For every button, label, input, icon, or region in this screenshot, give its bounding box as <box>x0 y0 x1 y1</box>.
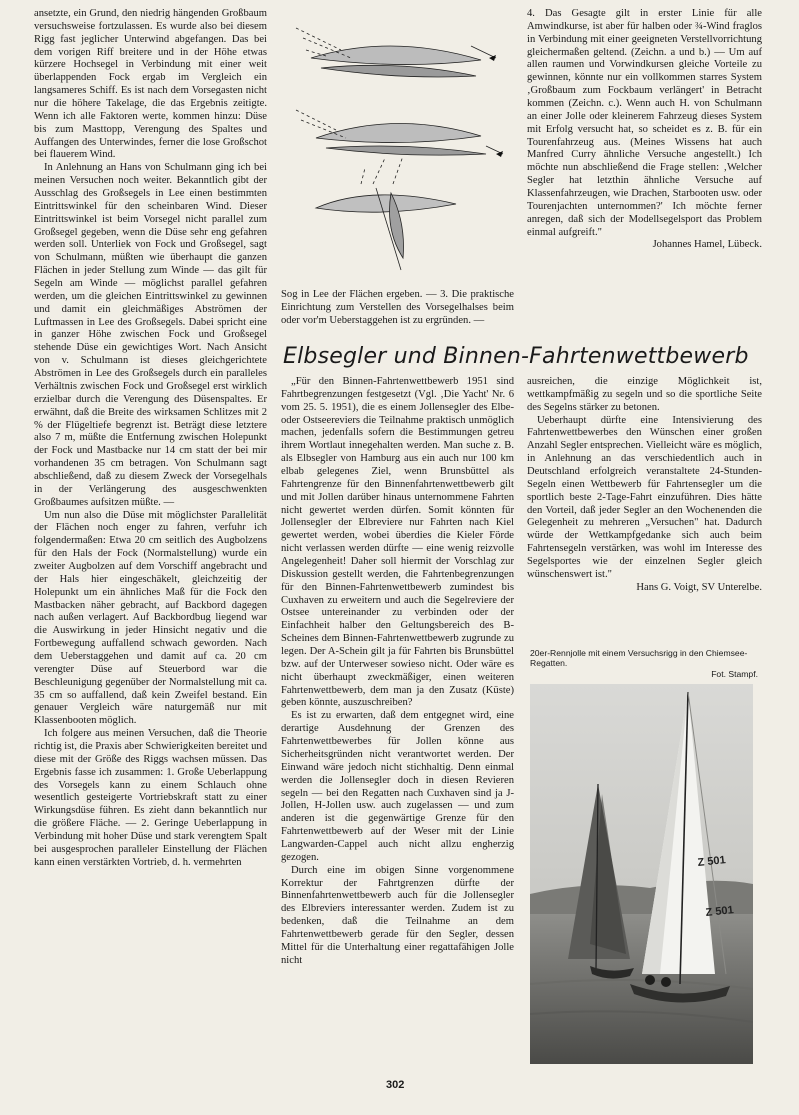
paragraph: In Anlehnung an Hans von Schulmann ging ich bei meinen Versuchen noch weiter. Bekanntlich gibt der Ausschlag des Großsegels in Lee einen bestimmten Eintrittswinkel für den scheinbaren Wind. Dieser Eintrittswinkel ist beim Vorsegel nicht parallel zum Großsegel gegeben, wenn die Düse sehr eng gefahren werden soll. Unterliek von Fock und Großsegel, sagt von Schulmann, müßten wie überhaupt die ganzen Flächen in jeder Stellung zum Winde — das gilt für Segeln am Winde — möglichst parallel gefahren werden, um die gleichen Eintrittswinkel zu gewinnen und damit ein gleichmäßiges Abströmen der Luftmassen in Lee des Großsegels. Dabei spricht eine in ganzer Höhe zwischen Fock und Großsegel stehende Düse ein gewichtiges Wort. Nach Ansicht von v. Schulmann ist dieses gleichgerichtete Abströmen in Lee des Großsegels durch ein paralleles Verhältnis zwischen Fock und Großsegel erst wirklich erzielbar durch die Verengung des Düsenspaltes. Er erwähnt, daß die Breite des wirksamen Schlitzes mit 2 % der Flügeltiefe begrenzt ist. Beträgt diese letztere also 7 m, müßte die Entfernung zwischen Holepunkt der Fock und Mastbacke nur 14 cm statt der bei mir vorhandenen 35 cm betragen. Von Schulmann sagt abschließend, daß zu diesem Zweck der Vorsegelhals in der Verlängerung des ausgeschwenkten Großbaumes aufsitzen müßte. — <box>34 162 267 508</box>
paragraph: Ich folgere aus meinen Versuchen, daß die Theorie richtig ist, die Praxis aber Schwierigkeiten bereitet und diese mit der Größe des Riggs wachsen müssen. Das Ergebnis fasse ich zusammen: 1. Große Ueberlappung des Vorsegels kann zu einem Schlauch ohne wesentlich gesteigerte Vortriebskraft statt zu einer Wirkungsdüse führen. Es zieht dann bekanntlich nur die größere Fläche. — 2. Geringe Ueberlappung in Verbindung mit hoher Düse und stark verengtem Spalt bei ausgesprochen paralleler Einstellung der Flächen kann einen verstärkten Vortrieb, d. h. vermehrten <box>34 728 267 868</box>
article-column-2 <box>527 376 762 595</box>
caption-text: 20er-Rennjolle mit einem Versuchsrigg in den Chiemsee-Regatten. <box>530 648 748 669</box>
paragraph: Ueberhaupt dürfte eine Intensivierung des Fahrtenwettbewerbes den Wünschen einer großen Anzahl Segler entsprechen. Vielleicht wäre es möglich, in Anlehnung an das verschiedentlich auch in Deutschland erfolgreich veranstaltete 24-Stunden-Segeln einen Wettbewerb für Fahrtensegler um die sportlich beste 2-Tage-Fahrt einzuführen. Dies hätte den Vorteil, daß jeder Segler an den Wochenenden die Gelegenheit zu mehreren „Versuchen" hat. Dadurch würde der Wettkampfgedanke sich auch beim Fahrtensegeln verstärken, was wohl im Interesse des Segelsportes wie der einzelnen Segler gleich wünschenswert ist." <box>527 414 762 580</box>
sailboat-photo <box>530 684 753 1064</box>
paragraph: Es ist zu erwarten, daß dem entgegnet wird, eine derartige Ausdehnung der Grenzen des Fahrtenwettbewerbes für Jollen könne aus Sicherheitsgründen nicht verantwortet werden. Der Einwand wäre jedoch nicht stichhaltig. Denn einmal werden die Jollensegler doch in diesen Revieren segeln — bei den Regatten nach Cuxhaven sind ja J-Jollen, H-Jollen usw. auch zugelassen — und zum anderen ist die gegenwärtige Grenze für den Fahrtenwettbewerb auf der Weser mit der Linie Langwarden-Cappel auch nicht allzu engherzig gezogen. <box>281 710 514 863</box>
photo-caption <box>530 648 758 679</box>
sail-number: Z 501 <box>705 904 735 919</box>
author-signature: Hans G. Voigt, SV Unterelbe. <box>636 581 762 593</box>
figure-text <box>281 289 514 328</box>
page-number: 302 <box>386 1079 405 1091</box>
sail-number: Z 501 <box>697 854 727 869</box>
paragraph: ausreichen, die einzige Möglichkeit ist, wettkampfmäßig zu segeln und so die sportliche Seite des Segelns stärker zu betonen. <box>527 376 762 413</box>
column-1 <box>34 8 267 870</box>
paragraph: Um nun also die Düse mit möglichster Parallelität der Flächen noch enger zu fahren, verfuhr ich folgendermaßen: Etwa 20 cm seitlich des Augbolzens für den Hals der Fock (Normalstellung) wurde ein zweiter Augbolzen auf dem Vorschiff angebracht und der Hals hier eingeschäkelt, gleichzeitig der Holepunkt um ein ähnliches Maß für die Fock den Mastbacken näher gebracht, auf Backbord dagegen nach außen verlagert. Auf Backbordbug liegend war die Auswirkung in jeder Hinsicht negativ und die Fortbewegung auffallend schwach geworden. Nach dem Ueberstaggehen und damit auf ca. 20 cm verengter Düse auf Steuerbord war die Beschleunigung gegenüber der Normalstellung mit ca. 35 cm so auffallend, daß kein Zweifel bestand. Ein genauer Vergleich wäre naturgemäß nur mit Klassenbooten möglich. <box>34 509 267 727</box>
author-signature: Johannes Hamel, Lübeck. <box>652 239 762 251</box>
paragraph: „Für den Binnen-Fahrtenwettbewerb 1951 sind Fahrtbegrenzungen festgesetzt (Vgl. ‚Die Yacht' Nr. 6 vom 25. 5. 1951), die es einem Jollensegler des Elbe- oder Ostseereviers die Teilnahme praktisch unmöglich machen, jedenfalls sofern die Bestimmungen getreu ihrem Wortlaut innegehalten werden. Man suche z. B. als Elbsegler von Hamburg aus ein auch nur 100 km elbab gelegenes Ziel, wenn Brunsbüttel als Fahrtengrenze für den Binnenfahrtenwettbewerb gilt und mit Jollen darüber hinaus unternommene Fahrten nicht gewertet werden dürfen. Somit könnten für Jollensegler der Elbreviere nur Fahrten nach Kiel gewertet werden, wobei überdies die Kieler Förde nicht verlassen werden dürfte — eine wenig reizvolle Angelegenheit! Daher soll hiermit der Vorschlag zur Diskussion gestellt werden, die Fahrtenbegrenzungen für den Binnen-Fahrtenwettbewerb zumindest bis Cuxhaven zu erweitern und auch die Segelreviere der Ostsee untereinander zu verbinden oder der Einfachheit halber den Geltungsbereich des B-Scheines dem Binnen-Fahrtenwettbewerb zugrunde zu legen. Der A-Schein gilt ja für Fahrten bis Brunsbüttel bzw. auf der Unterweser sowieso nicht. Oder wäre es nicht überhaupt zweckmäßiger, einen weiteren Fahrtenwettbewerb, dem man ja den Zusatz (Küste) geben könnte, auszuschreiben? <box>281 376 514 709</box>
paragraph: Durch eine im obigen Sinne vorgenommene Korrektur der Fahrtgrenzen dürfte der Binnenfahrtenwettbewerb auch für die Jollensegler des Elbreviers interessanter werden. Zudem ist zu bedenken, daß die Teilnahme an dem Fahrtenwettbewerb gerade für den Segler, dessen Mittel für die Unterhaltung einer regattafähigen Jolle nicht <box>281 864 514 966</box>
article-headline: Elbsegler und Binnen-Fahrtenwettbewerb <box>283 344 749 369</box>
photo-credit: Fot. Stampf. <box>711 668 758 679</box>
paragraph: Sog in Lee der Flächen ergeben. — 3. Die praktische Einrichtung zum Verstellen des Vorsegelhalses beim oder vor'm Ueberstaggehen ist zu ergründen. — <box>281 289 514 326</box>
article-column-1 <box>281 376 514 968</box>
paragraph: ansetzte, ein Grund, den niedrig hängenden Großbaum versuchsweise fortzulassen. Es wurde also bei diesem Rigg fast jeglicher Unterwind abgefangen. Das bei dem vorigen Riff breitere und in der Höhe etwas kürzere Hochsegel in Verbindung mit einer weit überlappenden Fock ergab im Vergleich ein langsameres Schiff. Es ist nach dem Vorsegasten nicht nur die höhere Takelage, die das Ergebnis zeitigte. Wenn ich alle Faktoren werte, kommen hinzu: Düse bis zum Masttopp, Verengung des Spaltes und Auffangen des Unterwindes, ferner die lose Großschot bei flauerem Wind. <box>34 8 267 161</box>
paragraph: 4. Das Gesagte gilt in erster Linie für alle Amwindkurse, ist aber für halben oder ¾-Wind fraglos in Verbindung mit einer geeigneten Verstellvorrichtung gleichermaßen geltend. (Zeichn. a und b.) — Um auf allen raumen und Vorwindkursen gleiche Vorteile zu gewinnen, könnte nur ein vollkommen starres System ‚Großbaum zum Fockbaum verlängert' in Betracht kommen (Zeichn. c.). Wenn auch H. von Schulmann an einer Jolle oder kleinerem Fahrzeug dieses System mit Erfolg versucht hat, so scheidet es z. B. für ein Tourenfahrzeug aus. (Meines Wissens hat auch Manfred Curry ähnliche Versuche angestellt.) Ich möchte nun abschließend die Frage stellen: ‚Welcher Segler hat letzthin ähnliche Versuche auf Klassenfahrzeugen, wie Drachen, Starbooten usw. oder Tourenjachten unternommen?' Ich möchte ferner anregen, daß sich der Modellsegelsport das Problem einmal aufgreift." <box>527 8 762 238</box>
column-3-top <box>527 8 762 252</box>
sail-diagram-figure <box>281 8 514 284</box>
